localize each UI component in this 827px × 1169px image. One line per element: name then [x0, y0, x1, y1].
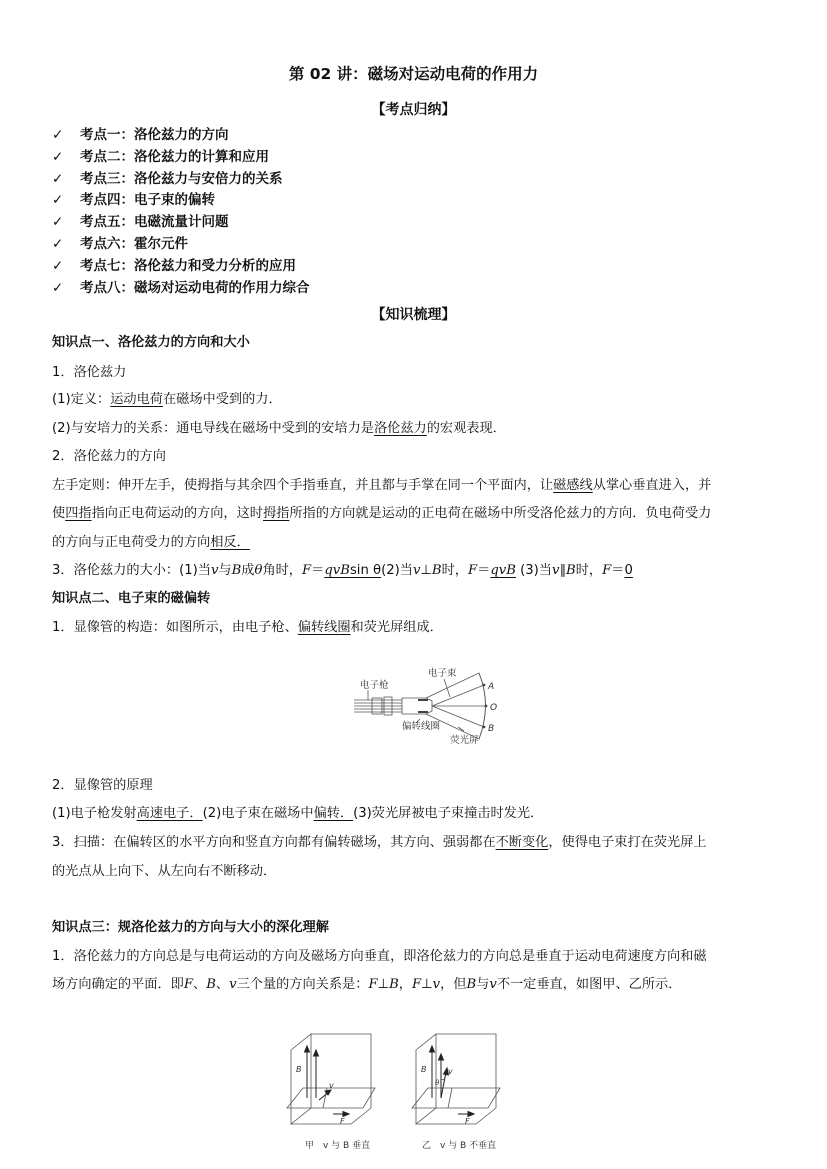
kp2-scan-line1: 3．扫描：在偏转区的水平方向和竖直方向都有偏转磁场，其方向、强弱都在不断变化，使得电子束打在荧光屏上 — [52, 835, 707, 850]
check-icon: ✓ — [52, 127, 64, 143]
blank-answer: 相反． — [210, 535, 250, 550]
topic-checklist — [52, 125, 310, 299]
kp3-line1: 1．洛伦兹力的方向总是与电荷运动的方向及磁场方向垂直，即洛伦兹力的方向总是垂直于运动电荷速度方向和磁 — [52, 949, 707, 964]
label-electron-beam: 电子束 — [428, 668, 457, 679]
kp2-construction: 1．显像管的构造：如图所示，由电子枪、偏转线圈和荧光屏组成． — [52, 620, 443, 635]
section-header-summary: 【考点归纳】 — [371, 102, 456, 118]
kp3-line2: 场方向确定的平面．即F、B、v三个量的方向关系是：F⊥B，F⊥v，但B与v不一定垂直，如图甲、乙所示． — [52, 977, 682, 992]
checklist-item-label: 考点一：洛伦兹力的方向 — [80, 127, 229, 143]
check-icon: ✓ — [52, 214, 64, 231]
page-title: 第 02 讲：磁场对运动电荷的作用力 — [288, 65, 539, 83]
check-icon: ✓ — [52, 257, 64, 274]
check-icon: ✓ — [52, 192, 64, 209]
check-icon: ✓ — [52, 279, 64, 296]
crt-diagram — [354, 665, 504, 747]
label-b: B — [296, 1065, 302, 1074]
label-v: v — [329, 1081, 334, 1090]
blank-answer: 运动电荷 — [110, 392, 163, 407]
checklist-item — [52, 256, 310, 278]
label-f: F — [465, 1117, 470, 1126]
blank-answer: 偏转线圈 — [297, 620, 351, 635]
checklist-item — [52, 190, 310, 212]
checklist-item-label: 考点五：电磁流量计问题 — [80, 214, 229, 231]
checklist-item-label: 考点四：电子束的偏转 — [80, 192, 215, 209]
blank-answer: 0 — [624, 563, 633, 578]
label-deflection-coil: 偏转线圈 — [402, 721, 441, 732]
kp2-heading: 知识点二、电子束的磁偏转 — [52, 591, 211, 606]
kp3-heading: 知识点三：规洛伦兹力的方向与大小的深化理解 — [52, 920, 329, 935]
figure-b-caption: 乙 v 与 B 不垂直 — [422, 1141, 497, 1151]
section-header-knowledge: 【知识梳理】 — [371, 307, 456, 323]
blank-answer: 高速电子． — [136, 806, 203, 821]
check-icon: ✓ — [52, 235, 64, 252]
label-electron-gun: 电子枪 — [360, 680, 389, 691]
kp1-left-hand-rule-line3: 的方向与正电荷受力的方向相反． — [52, 535, 250, 550]
label-point-a: A — [488, 682, 495, 692]
kp1-magnitude: 3．洛伦兹力的大小：(1)当v与B成θ角时，F＝qvBsin θ(2)当v⊥B时，F＝qvB (3)当v∥B时，F＝0 — [52, 563, 633, 578]
label-f: F — [340, 1117, 345, 1126]
label-screen: 荧光屏 — [450, 735, 479, 746]
blank-answer: 偏转． — [313, 806, 354, 821]
label-point-b: B — [488, 724, 495, 734]
check-icon: ✓ — [52, 148, 64, 165]
kp1-left-hand-rule-line2: 使四指指向正电荷运动的方向，这时拇指所指的方向就是运动的正电荷在磁场中所受洛伦兹力的方向．负电荷受力 — [52, 506, 712, 521]
label-point-o: O — [490, 703, 498, 713]
checklist-item — [52, 278, 310, 300]
blank-answer: 磁感线 — [553, 478, 593, 493]
blank-answer: qvBsin θ — [324, 563, 382, 578]
figure-b-not-perpendicular — [408, 1028, 518, 1153]
checklist-item — [52, 125, 310, 147]
checklist-item — [52, 147, 310, 169]
kp1-heading: 知识点一、洛伦兹力的方向和大小 — [52, 335, 250, 350]
kp2-scan-line2: 的光点从上向下、从左向右不断移动． — [52, 864, 277, 879]
checklist-item-label: 考点二：洛伦兹力的计算和应用 — [80, 148, 269, 165]
figure-a-caption: 甲 v 与 B 垂直 — [305, 1141, 371, 1151]
blank-answer: 拇指 — [263, 506, 290, 521]
checklist-item-label: 考点三：洛伦兹力与安倍力的关系 — [80, 170, 283, 187]
checklist-item — [52, 169, 310, 191]
checklist-item — [52, 234, 310, 256]
checklist-item-label: 考点七：洛伦兹力和受力分析的应用 — [80, 257, 296, 274]
label-theta: θ — [435, 1079, 440, 1087]
kp1-definition: (1)定义：运动电荷在磁场中受到的力． — [52, 392, 282, 407]
label-b: B — [421, 1065, 427, 1074]
kp1-left-hand-rule-line1: 左手定则：伸开左手，使拇指与其余四个手指垂直，并且都与手掌在同一个平面内，让磁感线从掌心垂直进入，并 — [52, 478, 712, 493]
kp2-principle-heading: 2．显像管的原理 — [52, 778, 153, 793]
checklist-item-label: 考点六：霍尔元件 — [80, 235, 188, 252]
figure-a-perpendicular — [283, 1028, 393, 1153]
checklist-item — [52, 212, 310, 234]
blank-answer: qvB — [490, 563, 516, 578]
checklist-item-label: 考点八：磁场对运动电荷的作用力综合 — [80, 279, 310, 296]
kp1-subhead-lorentz: 1．洛伦兹力 — [52, 365, 127, 380]
kp1-relation: (2)与安培力的关系：通电导线在磁场中受到的安培力是洛伦兹力的宏观表现． — [52, 421, 506, 436]
crt-figure — [354, 665, 504, 747]
kp1-subhead-direction: 2．洛伦兹力的方向 — [52, 449, 166, 464]
kp2-principle: (1)电子枪发射高速电子．(2)电子束在磁场中偏转．(3)荧光屏被电子束撞击时发光． — [52, 806, 544, 821]
blank-answer: 不断变化 — [495, 835, 549, 850]
label-v: v — [448, 1067, 453, 1076]
blank-answer: 洛伦兹力 — [374, 421, 427, 436]
blank-answer: 四指 — [65, 506, 92, 521]
check-icon: ✓ — [52, 170, 64, 187]
